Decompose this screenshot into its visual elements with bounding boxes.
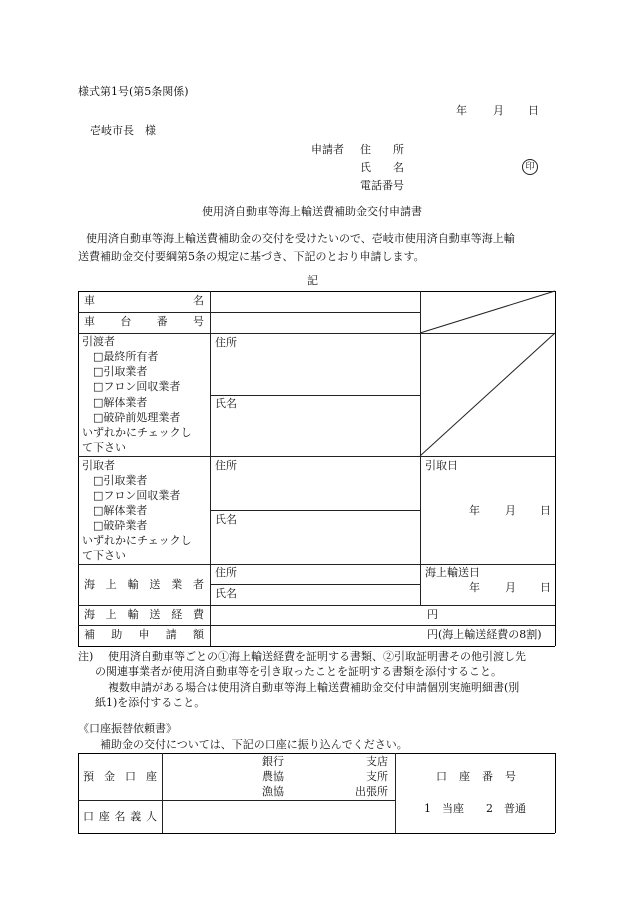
bank-border-right <box>555 753 556 833</box>
collector-option-shredder[interactable]: □破砕業者 <box>93 519 148 532</box>
branch-type-sub: 支所 <box>366 770 388 783</box>
transferor-option-dismantler[interactable]: □解体業者 <box>93 396 148 409</box>
diagonal-transferor <box>420 333 555 456</box>
notes-prefix: 注) <box>78 650 94 663</box>
date-month-label: 月 <box>493 104 504 117</box>
transferor-note-1: いずれかにチェックし <box>82 426 192 439</box>
notes-line-4: 紙1)を添付すること。 <box>95 696 206 709</box>
ki-heading: 記 <box>307 274 318 287</box>
transferor-option-freon[interactable]: □フロン回収業者 <box>93 380 181 393</box>
branch-type-office: 出張所 <box>355 785 388 798</box>
shipper-address-label: 住所 <box>215 566 237 579</box>
collector-name-label: 氏名 <box>215 513 237 526</box>
shipper-date-month: 月 <box>505 581 516 594</box>
collector-heading: 引取者 <box>82 459 115 472</box>
document-title: 使用済自動車等海上輸送費補助金交付申請書 <box>202 205 422 218</box>
addressee: 壱岐市長 様 <box>90 124 156 137</box>
form-number: 様式第1号(第5条関係) <box>78 85 189 98</box>
collector-option-dismantler[interactable]: □解体業者 <box>93 504 148 517</box>
collector-date-year: 年 <box>469 504 480 517</box>
diagonal-top <box>420 291 555 333</box>
transferor-address-label: 住所 <box>215 336 237 349</box>
transport-cost-unit: 円 <box>427 608 438 621</box>
date-year-label: 年 <box>456 104 467 117</box>
bank-border-bottom <box>78 833 555 834</box>
intro-line-1: 使用済自動車等海上輸送費補助金の交付を受けたいので、壱岐市使用済自動車等海上輸 <box>86 232 515 245</box>
collector-note-2: て下さい <box>82 549 126 562</box>
account-number-label: 口 座 番 号 <box>436 770 516 783</box>
bank-heading: 《口座振替依頼書》 <box>78 722 177 735</box>
collector-address-label: 住所 <box>215 459 237 472</box>
bank-instruction: 補助金の交付については、下記の口座に振り込んでください。 <box>100 738 408 751</box>
bank-border-top <box>78 753 555 754</box>
request-amount-label: 補 助 申 請 額 <box>84 628 204 641</box>
shipper-name-label: 氏名 <box>215 587 237 600</box>
applicant-label: 申請者 <box>311 143 344 156</box>
applicant-phone-label: 電話番号 <box>360 179 404 192</box>
applicant-address-label: 住 所 <box>360 143 404 156</box>
branch-type-branch: 支店 <box>366 755 388 768</box>
inst-type-agri: 農協 <box>262 770 284 783</box>
deposit-account-label: 預 金 口 座 <box>83 770 157 783</box>
chassis-number-label: 車 台 番 号 <box>84 315 204 328</box>
bank-vline-label <box>162 753 163 833</box>
collector-option-freon[interactable]: □フロン回収業者 <box>93 489 181 502</box>
shipper-date-day: 日 <box>540 581 551 594</box>
intro-line-2: 送費補助金交付要綱第5条の規定に基づき、下記のとおり申請します。 <box>78 250 425 263</box>
date-day-label: 日 <box>528 104 539 117</box>
inst-type-bank: 銀行 <box>262 755 284 768</box>
bank-vline-right <box>395 753 396 833</box>
applicant-name-label: 氏 名 <box>360 161 404 174</box>
seal-text: 印 <box>525 162 535 172</box>
notes-line-1: 使用済自動車等ごとの①海上輸送経費を証明する書類、②引取証明書その他引渡し先 <box>108 650 526 663</box>
shipper-date-label: 海上輸送日 <box>425 566 480 579</box>
collector-date-label: 引取日 <box>425 459 458 472</box>
transferor-heading: 引渡者 <box>82 335 115 348</box>
collector-option-collector[interactable]: □引取業者 <box>93 474 148 487</box>
transport-cost-label: 海 上 輸 送 経 費 <box>84 608 204 621</box>
notes-line-2: の関連事業者が使用済自動車等を引き取ったことを証明する書類を添付すること。 <box>95 665 502 678</box>
notes-line-3: 複数申請がある場合は使用済自動車等海上輸送費補助金交付申請個別実施明細書(別 <box>108 681 520 694</box>
transferor-name-label: 氏名 <box>215 397 237 410</box>
transferor-option-final-owner[interactable]: □最終所有者 <box>93 350 159 363</box>
account-type-options: 1 当座 2 普通 <box>424 802 526 815</box>
collector-date-month: 月 <box>505 504 516 517</box>
bank-border-left <box>78 753 79 833</box>
collector-note-1: いずれかにチェックし <box>82 534 192 547</box>
collector-date-day: 日 <box>540 504 551 517</box>
transferor-note-2: て下さい <box>82 441 126 454</box>
transferor-option-collector[interactable]: □引取業者 <box>93 365 148 378</box>
inst-type-fishery: 漁協 <box>262 785 284 798</box>
shipper-label: 海 上 輸 送 業 者 <box>84 578 204 591</box>
account-holder-label: 口 座 名 義 人 <box>83 810 157 823</box>
request-amount-unit: 円(海上輸送経費の8割) <box>427 628 542 641</box>
bank-row-line <box>78 800 395 801</box>
transferor-option-pre-shredder[interactable]: □破砕前処理業者 <box>93 411 181 424</box>
vehicle-name-label: 車 名 <box>84 294 204 307</box>
shipper-date-year: 年 <box>469 581 480 594</box>
